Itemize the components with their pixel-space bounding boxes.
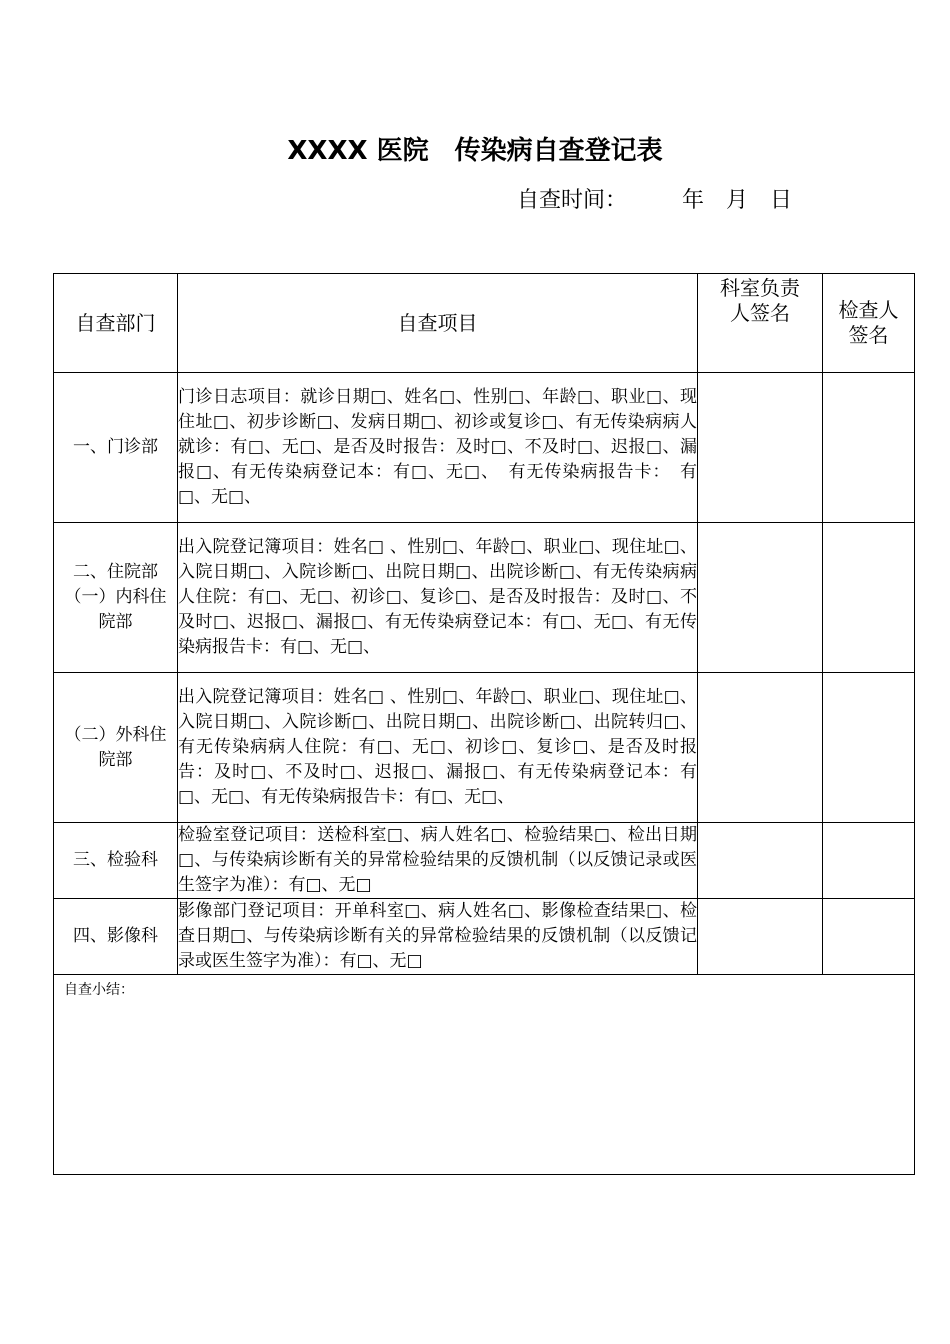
- table-row: [54, 373, 915, 523]
- department-cell: 三、检验科: [54, 823, 178, 899]
- table-row: [54, 823, 915, 899]
- inspector-sign-cell[interactable]: [823, 523, 915, 673]
- department-cell: 一、门诊部: [54, 373, 178, 523]
- dept-head-sign-cell[interactable]: [698, 899, 823, 975]
- table-row: [54, 673, 915, 823]
- dept-head-sign-cell[interactable]: [698, 673, 823, 823]
- inspector-sign-cell[interactable]: [823, 823, 915, 899]
- header-inspector-sign: 检查人签名: [823, 274, 915, 373]
- department-cell: 二、住院部（一）内科住院部: [54, 523, 178, 673]
- inspector-sign-cell[interactable]: [823, 899, 915, 975]
- dept-head-sign-cell[interactable]: [698, 373, 823, 523]
- table-row: [54, 899, 915, 975]
- table-row: [54, 523, 915, 673]
- page-title: XXXX 医院 传染病自查登记表: [287, 136, 663, 166]
- items-cell: 出入院登记簿项目：姓名□ 、性别□、年龄□、职业□、现住址□、入院日期□、入院诊断□、出院日期□、出院诊断□、出院转归□、有无传染病病人住院：有□、无□、初诊□、复诊□、是否及时报告：及时□、不及时□、迟报□、漏报□、有无传染病登记本：有□、无□、有无传染病报告卡：有□、无□、: [178, 673, 698, 823]
- check-date: 自查时间： 年 月 日: [517, 188, 793, 213]
- dept-head-sign-cell[interactable]: [698, 823, 823, 899]
- items-cell: 影像部门登记项目：开单科室□、病人姓名□、影像检查结果□、检查日期□、与传染病诊断有关的异常检验结果的反馈机制（以反馈记录或医生签字为准）：有□、无□: [178, 899, 698, 975]
- inspector-sign-cell[interactable]: [823, 373, 915, 523]
- table-header-row: [54, 274, 915, 373]
- summary-row: [54, 975, 915, 1175]
- items-cell: 出入院登记簿项目：姓名□ 、性别□、年龄□、职业□、现住址□、入院日期□、入院诊断□、出院日期□、出院诊断□、有无传染病病人住院：有□、无□、初诊□、复诊□、是否及时报告：及时□、不及时□、迟报□、漏报□、有无传染病登记本：有□、无□、有无传染病报告卡：有□、无□、: [178, 523, 698, 673]
- header-department: 自查部门: [54, 274, 178, 373]
- summary-cell[interactable]: [54, 975, 915, 1175]
- header-items: 自查项目: [178, 274, 698, 373]
- items-cell: 门诊日志项目：就诊日期□、姓名□、性别□、年龄□、职业□、现住址□、初步诊断□、发病日期□、初诊或复诊□、有无传染病病人就诊：有□、无□、是否及时报告：及时□、不及时□、迟报□、漏报□、有无传染病登记本：有□、无□、 有无传染病报告卡： 有□、无□、: [178, 373, 698, 523]
- department-cell: 四、影像科: [54, 899, 178, 975]
- inspector-sign-cell[interactable]: [823, 673, 915, 823]
- items-cell: 检验室登记项目：送检科室□、病人姓名□、检验结果□、检出日期□、与传染病诊断有关的异常检验结果的反馈机制（以反馈记录或医生签字为准）：有□、无□: [178, 823, 698, 899]
- department-cell: （二）外科住院部: [54, 673, 178, 823]
- dept-head-sign-cell[interactable]: [698, 523, 823, 673]
- self-check-table: [53, 273, 915, 1175]
- summary-label: 自查小结：: [64, 982, 134, 998]
- header-dept-head-sign: 科室负责人签名: [698, 274, 823, 373]
